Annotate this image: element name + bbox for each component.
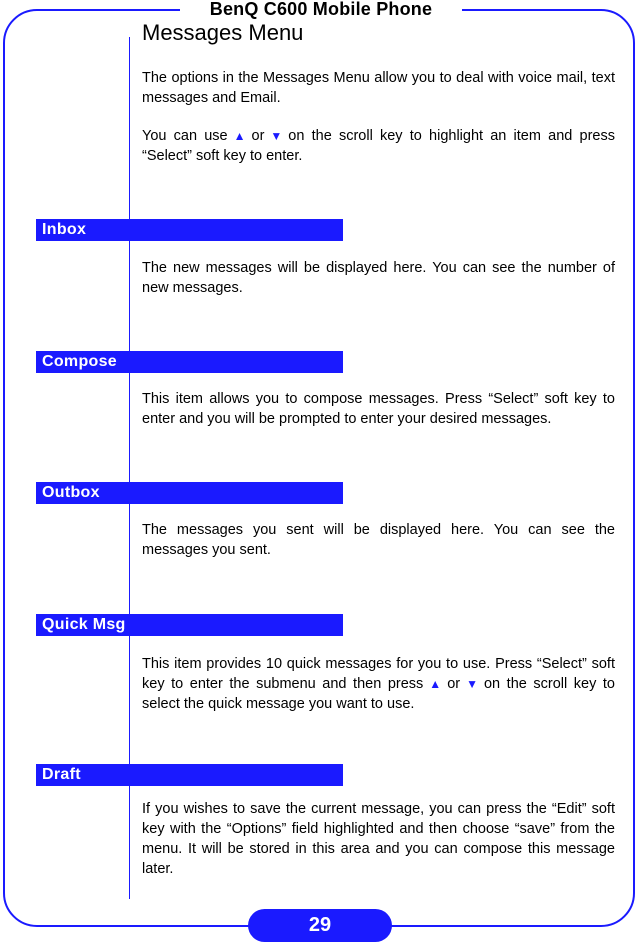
header-title: BenQ C600 Mobile Phone [180, 0, 462, 21]
intro-paragraph-2 [142, 126, 615, 166]
up-arrow-icon: ▲ [233, 129, 246, 143]
page-title: Messages Menu [142, 20, 304, 45]
section-text-outbox: The messages you sent will be displayed here. You can see the messages you sent. [142, 522, 615, 558]
quick-msg-or: or [447, 676, 461, 692]
quick-msg-text-a: This item provides 10 quick messages for you to use. Press “Select” soft key to enter the submenu and then press [142, 656, 615, 692]
down-arrow-icon: ▼ [270, 129, 283, 143]
intro-paragraph-1: The options in the Messages Menu allow you to deal with voice mail, text messages and Email. [142, 70, 615, 106]
section-text-quick-msg [142, 654, 615, 714]
section-text-draft: If you wishes to save the current message, you can press the “Edit” soft key with the “Options” field highlighted and then choose “save” from the menu. It will be stored in this area and you can compose this message later. [142, 801, 615, 877]
intro-or: or [251, 128, 265, 144]
page-number: 29 [248, 909, 392, 942]
section-header-outbox: Outbox [36, 482, 343, 504]
section-header-quick-msg: Quick Msg [36, 614, 343, 636]
section-header-compose: Compose [36, 351, 343, 373]
section-text-compose: This item allows you to compose messages. Press “Select” soft key to enter and you will be prompted to enter your desired messages. [142, 391, 615, 427]
up-arrow-icon: ▲ [429, 677, 442, 691]
intro-text-b: on the scroll key to highlight an item and press “Select” soft key to enter. [142, 128, 615, 164]
down-arrow-icon: ▼ [466, 677, 478, 691]
section-header-inbox: Inbox [36, 219, 343, 241]
quick-msg-text-b: on the scroll key to select the quick message you want to use. [142, 676, 615, 712]
section-header-draft: Draft [36, 764, 343, 786]
intro-text-a: You can use [142, 128, 228, 144]
section-text-inbox: The new messages will be displayed here. You can see the number of new messages. [142, 260, 615, 296]
